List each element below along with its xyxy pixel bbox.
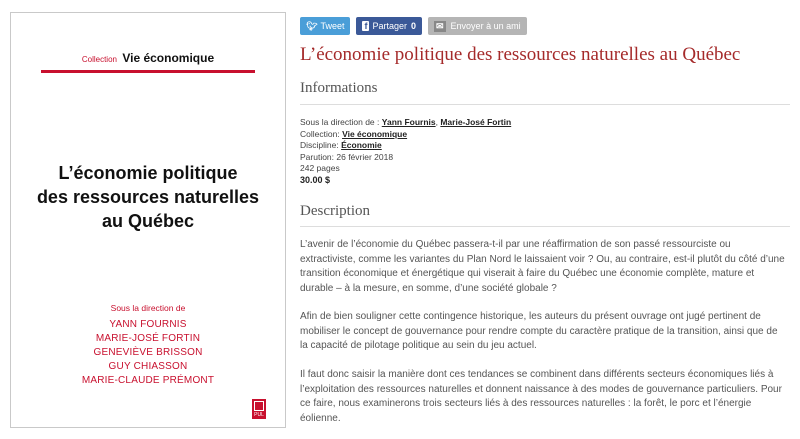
cover-direction-label: Sous la direction de: [110, 303, 186, 313]
discipline-link[interactable]: Économie: [341, 140, 382, 150]
description-text: L’avenir de l’économie du Québec passera-t-il par une réaffirmation de son passé ressourciste ou extractiviste, comme les variantes du Plan Nord le laissaient voir ? Ou, au contraire, est-il plutôt du côté d’une transition économique et énergétique qui viserait à faire du Québec une économie complète, mature et durable – à la mesure, en somme, d’une société globale ?: [300, 239, 785, 294]
info-direction-label: Sous la direction de :: [300, 117, 380, 127]
cover-title-line: des ressources naturelles: [36, 187, 260, 207]
info-heading: Informations: [300, 80, 378, 96]
envelope-icon: ✉: [436, 20, 444, 31]
publisher-logo-mark: [254, 401, 264, 411]
email-friend-button[interactable]: [428, 17, 527, 35]
info-discipline-row: [300, 140, 511, 152]
facebook-share-count: 0: [410, 21, 416, 31]
description-heading: Description: [300, 203, 370, 219]
share-bar: [300, 17, 527, 35]
description-text: Il faut donc saisir la manière dont ces tendances se combinent dans différents secteurs économiques liés à l’exploitation des ressources naturelles et donnent naissance à des modes de gouvernance particuliers. Pour ce faire, nous examinerons trois secteurs liés à des ressources naturelles : la forêt, le porc et l’énergie éolienne.: [300, 369, 782, 424]
publisher-logo: [252, 399, 266, 419]
tweet-button[interactable]: [300, 17, 350, 35]
description-paragraph: [300, 310, 786, 354]
facebook-share-label: Partager: [372, 21, 407, 31]
cover-author: MARIE-JOSÉ FORTIN: [95, 333, 201, 344]
author-link-fortin[interactable]: Marie-José Fortin: [440, 117, 512, 127]
facebook-icon: f: [364, 21, 368, 31]
info-parution: Parution: 26 février 2018: [300, 151, 394, 162]
cover-collection-name: Vie économique: [122, 51, 215, 65]
cover-title: [21, 161, 275, 233]
book-cover-image: [10, 12, 286, 428]
description-text: Afin de bien souligner cette contingence historique, les auteurs du présent ouvrage ont jugé pertinent de mobiliser le concept de gouvernance pour rendre compte du caractère pratique de la transition, ainsi que de la capacité de pilotage politique au sein du jeu actuel.: [300, 311, 778, 351]
info-price: 30.00 $: [300, 174, 331, 185]
author-link-fournis[interactable]: Yann Fournis: [381, 117, 436, 127]
info-collection-row: [300, 129, 511, 141]
info-collection-label: Collection:: [300, 128, 340, 139]
description-divider: [300, 226, 790, 227]
cover-title-line: au Québec: [101, 211, 195, 231]
cover-collection-prefix: Collection: [81, 55, 117, 64]
info-divider: [300, 104, 790, 105]
cover-divider: [41, 70, 255, 73]
info-pages: 242 pages: [300, 163, 340, 173]
info-direction-row: Sous la direction de : Yann Fournis, Marie-José Fortin: [300, 117, 512, 127]
info-list: [300, 117, 511, 186]
cover-title-line: L’économie politique: [58, 163, 238, 183]
cover-collection: [11, 51, 285, 65]
description-paragraph: [300, 368, 786, 426]
bird-icon: 🐦︎: [306, 20, 318, 31]
book-title: L’économie politique des ressources naturelles au Québec: [300, 44, 741, 65]
email-friend-label: Envoyer à un ami: [450, 21, 521, 31]
info-discipline-label: Discipline:: [300, 140, 339, 150]
cover-author: GUY CHIASSON: [108, 361, 188, 372]
cover-authors: [11, 301, 285, 388]
publisher-logo-text: PUL: [254, 412, 264, 418]
cover-author: YANN FOURNIS: [109, 319, 187, 330]
cover-author: GENEVIÈVE BRISSON: [93, 347, 203, 358]
cover-author: MARIE-CLAUDE PRÉMONT: [81, 375, 215, 386]
facebook-share-button[interactable]: [356, 17, 422, 35]
description-paragraph: [300, 238, 786, 296]
collection-link[interactable]: Vie économique: [342, 128, 408, 139]
tweet-label: Tweet: [320, 21, 345, 31]
